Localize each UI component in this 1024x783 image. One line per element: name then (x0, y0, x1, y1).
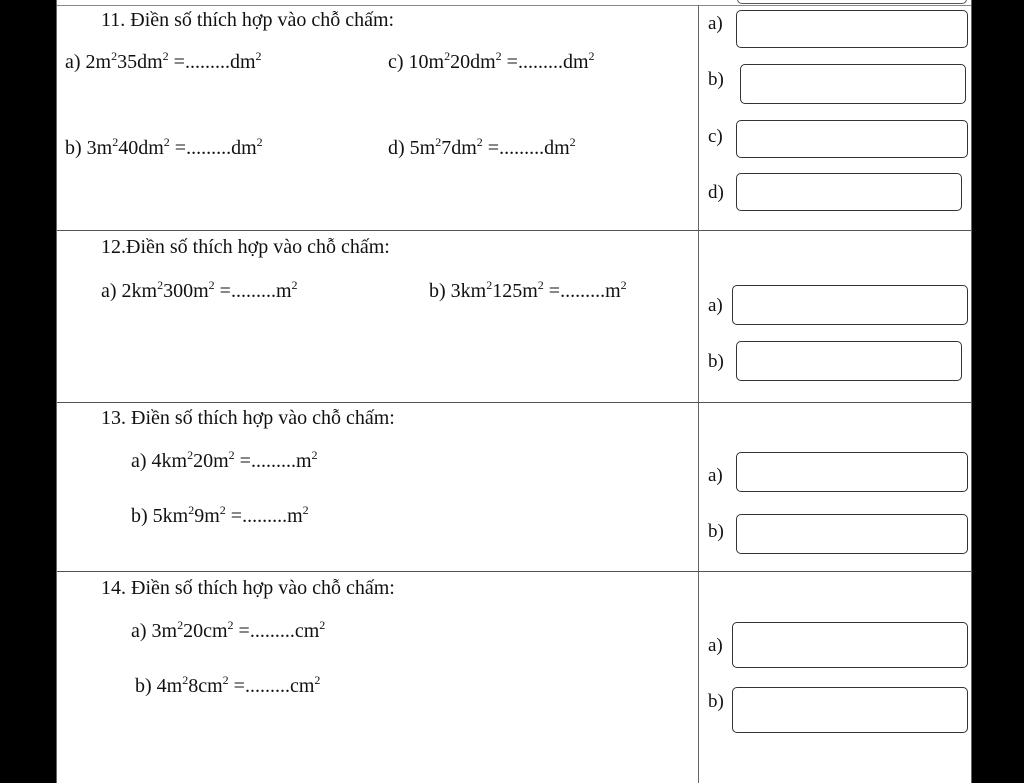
row-divider (57, 571, 971, 572)
exercise-11c: c) $10m^220dm^2 =.........dm^2$ (388, 49, 595, 73)
answer-box-11c[interactable] (736, 120, 968, 158)
answer-box-11b[interactable] (740, 64, 966, 104)
section-13-title: 13. Điền số thích hợp vào chỗ chấm: (101, 407, 395, 429)
answer-box-12a[interactable] (732, 285, 968, 325)
answer-label: d) (708, 182, 724, 203)
top-edge (57, 5, 971, 6)
exercise-14b: b) $4m^28cm^2 =.........cm^2$ (135, 673, 321, 697)
row-divider (57, 402, 971, 403)
section-11-title: 11. Điền số thích hợp vào chỗ chấm: (101, 9, 395, 31)
answer-box-11a[interactable] (736, 10, 968, 48)
answer-label: b) (708, 351, 724, 372)
exercise-13b: b) $5km^29m^2 =.........m^2$ (131, 503, 309, 527)
answer-label: c) (708, 126, 723, 147)
answer-label: b) (708, 69, 724, 90)
exercise-13a: a) $4km^220m^2 =.........m^2$ (131, 448, 318, 472)
section-14-title: 14. Điền số thích hợp vào chỗ chấm: (101, 577, 395, 599)
cropped-answer-box (737, 0, 967, 4)
answer-label: a) (708, 295, 723, 316)
exercise-11d: d) $5m^27dm^2 =.........dm^2$ (388, 135, 576, 159)
exercise-12a: a) $2km^2300m^2 =.........m^2$ (101, 278, 298, 302)
answer-box-13a[interactable] (736, 452, 968, 492)
exercise-11a: a) $2m^235dm^2 =.........dm^2$ (65, 49, 262, 73)
answer-box-12b[interactable] (736, 341, 962, 381)
answer-box-11d[interactable] (736, 173, 962, 211)
exercise-14a: a) $3m^220cm^2 =.........cm^2$ (131, 618, 326, 642)
answer-box-14a[interactable] (732, 622, 968, 668)
answer-box-13b[interactable] (736, 514, 968, 554)
exercise-11b: b) $3m^240dm^2 =.........dm^2$ (65, 135, 263, 159)
exercise-12b: b) $3km^2125m^2 =.........m^2$ (429, 278, 627, 302)
answer-label: b) (708, 521, 724, 542)
worksheet (56, 0, 972, 783)
section-12-title: 12.Điền số thích hợp vào chỗ chấm: (101, 236, 390, 258)
row-divider (57, 230, 971, 231)
answer-box-14b[interactable] (732, 687, 968, 733)
answer-label: a) (708, 635, 723, 656)
answer-label: b) (708, 691, 724, 712)
column-divider (698, 5, 699, 783)
answer-label: a) (708, 13, 723, 34)
answer-label: a) (708, 465, 723, 486)
